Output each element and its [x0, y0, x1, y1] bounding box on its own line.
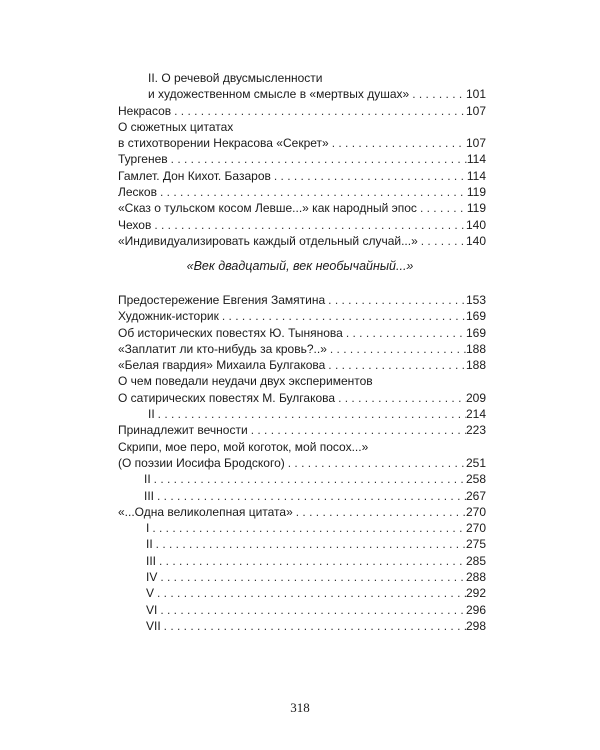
toc-entry: [118, 504, 486, 520]
toc-dot-leader: [157, 569, 466, 585]
toc-entry: [118, 217, 486, 233]
toc-entry-page: 188: [465, 358, 486, 373]
toc-entry-page: 214: [465, 407, 486, 422]
toc-entry: [118, 103, 486, 119]
toc-entry-title: II: [146, 537, 153, 552]
toc-section-1: [118, 70, 486, 249]
toc-entry-title: VI: [146, 602, 158, 617]
toc-entry-page: 270: [465, 504, 486, 519]
toc-dot-leader: [151, 471, 466, 487]
toc-entry: [118, 233, 486, 249]
toc-dot-leader: [329, 135, 466, 151]
toc-entry-title: Художник-историк: [118, 309, 219, 324]
toc-entry-title: VII: [146, 618, 161, 633]
toc-entry: [118, 357, 486, 373]
toc-dot-leader: [161, 618, 466, 634]
toc-entry-page: 209: [465, 390, 486, 405]
toc-entry-page: 169: [465, 325, 486, 340]
toc-entry-title: Чехов: [118, 217, 152, 232]
toc-dot-leader: [154, 585, 466, 601]
toc-entry-page: 258: [465, 472, 486, 487]
toc-dot-leader: [153, 536, 466, 552]
toc-entry-title: «Белая гвардия» Михаила Булгакова: [118, 358, 326, 373]
toc-entry-title: «Заплатит ли кто-нибудь за кровь?..»: [118, 341, 327, 356]
toc-entry: [118, 488, 486, 504]
toc-dot-leader: [219, 308, 466, 324]
toc-entry-page: 114: [466, 168, 486, 183]
toc-entry: [118, 184, 486, 200]
toc-entry-title: II: [148, 407, 155, 422]
toc-entry: [118, 341, 486, 357]
toc-dot-leader: [155, 406, 466, 422]
toc-entry-title: О сюжетных цитатах: [118, 119, 234, 134]
toc-dot-leader: [325, 292, 466, 308]
toc-dot-leader: [418, 233, 466, 249]
toc-entry-title: в стихотворении Некрасова «Секрет»: [118, 136, 329, 151]
toc-entry: [118, 553, 486, 569]
toc-entry: [118, 406, 486, 422]
toc-entry: [118, 439, 486, 455]
toc-entry-page: 285: [465, 553, 486, 568]
toc-entry-title: V: [146, 586, 155, 601]
toc-entry: [118, 373, 486, 389]
toc-entry: [118, 119, 486, 135]
toc-entry-page: 298: [465, 618, 486, 633]
toc-entry: [118, 135, 486, 151]
toc-entry-page: 140: [465, 233, 486, 248]
toc-entry-page: 267: [465, 488, 486, 503]
toc-dot-leader: [168, 151, 467, 167]
toc-entry-title: II: [144, 472, 151, 487]
toc-dot-leader: [325, 357, 466, 373]
toc-dot-leader: [417, 200, 467, 216]
toc-entry: [118, 618, 486, 634]
toc-entry: [118, 325, 486, 341]
toc-entry: [118, 168, 486, 184]
toc-dot-leader: [327, 341, 466, 357]
toc-entry: [118, 585, 486, 601]
toc-dot-leader: [156, 553, 466, 569]
toc-entry-page: 153: [465, 293, 486, 307]
toc-entry-title: О сатирических повестях М. Булгакова: [118, 390, 336, 405]
toc-entry-page: 107: [465, 136, 486, 151]
toc-entry-page: 292: [465, 586, 486, 601]
toc-entry: [118, 536, 486, 552]
toc-entry-title: Лесков: [118, 185, 157, 200]
toc-dot-leader: [151, 217, 466, 233]
toc-entry-title: IV: [146, 570, 158, 585]
toc-entry: [118, 151, 486, 167]
toc-entry-title: (О поэзии Иосифа Бродского): [118, 455, 285, 470]
toc-dot-leader: [171, 103, 466, 119]
toc-entry-page: 188: [465, 341, 486, 356]
toc-dot-leader: [149, 520, 466, 536]
toc-entry-title: «...Одна великолепная цитата»: [118, 504, 293, 519]
toc-entry-page: 288: [465, 570, 486, 585]
toc-dot-leader: [409, 86, 466, 102]
toc-entry-title: Скрипи, мое перо, мой коготок, мой посох...»: [118, 439, 369, 454]
toc-dot-leader: [157, 602, 466, 618]
toc-dot-leader: [157, 184, 467, 200]
toc-entry-page: 169: [465, 309, 486, 324]
toc-entry-title: Предостережение Евгения Замятина: [118, 293, 326, 307]
toc-entry-page: 119: [466, 185, 486, 200]
toc-entry-page: 296: [465, 602, 486, 617]
toc-entry-page: 101: [465, 87, 486, 102]
toc-entry: [118, 455, 486, 471]
toc-entry: [118, 86, 486, 102]
toc-entry: [118, 520, 486, 536]
toc-entry-title: Об исторических повестях Ю. Тынянова: [118, 325, 343, 340]
toc-entry: [118, 471, 486, 487]
toc-entry-page: 107: [465, 103, 486, 118]
toc-dot-leader: [248, 422, 466, 438]
page-number: 318: [290, 700, 310, 715]
toc-entry-title: «Индивидуализировать каждый отдельный случай...»: [118, 233, 418, 248]
toc-entry: [118, 200, 486, 216]
toc-entry: [118, 569, 486, 585]
toc-dot-leader: [293, 504, 466, 520]
toc-entry-page: 223: [465, 423, 486, 438]
toc-dot-leader: [285, 455, 466, 471]
toc-entry: [118, 308, 486, 324]
toc-entry-title: и художественном смысле в «мертвых душах»: [148, 87, 410, 102]
toc-entry: [118, 292, 486, 308]
toc-entry-page: 114: [466, 152, 486, 167]
toc-entry-title: Некрасов: [118, 103, 172, 118]
toc-entry-page: 251: [465, 455, 486, 470]
toc-entry-page: 270: [465, 521, 486, 536]
toc-entry-title: III: [146, 553, 157, 568]
toc-entry-page: 140: [465, 217, 486, 232]
toc-entry: [118, 70, 486, 86]
toc-entry-title: Принадлежит вечности: [118, 423, 248, 438]
toc-entry-title: Гамлет. Дон Кихот. Базаров: [118, 168, 271, 183]
section-heading: «Век двадцатый, век необычайный...»: [186, 259, 414, 273]
toc-entry-title: «Сказ о тульском косом Левше...» как народный эпос: [118, 201, 417, 216]
toc-entry: [118, 422, 486, 438]
toc-entry-page: 275: [465, 537, 486, 552]
toc-entry-page: 119: [466, 201, 486, 216]
toc-dot-leader: [271, 168, 467, 184]
toc-dot-leader: [154, 488, 466, 504]
toc-entry: [118, 602, 486, 618]
toc-entry-title: I: [146, 521, 150, 536]
toc-section-2: [118, 292, 486, 634]
toc-entry-title: III: [144, 488, 155, 503]
toc-entry: [118, 390, 486, 406]
toc-entry-title: II. О речевой двусмысленности: [148, 71, 323, 85]
toc-entry-title: О чем поведали неудачи двух экспериментов: [118, 374, 373, 389]
toc-entry-title: Тургенев: [118, 152, 168, 167]
toc-dot-leader: [335, 390, 466, 406]
toc-dot-leader: [343, 325, 466, 341]
